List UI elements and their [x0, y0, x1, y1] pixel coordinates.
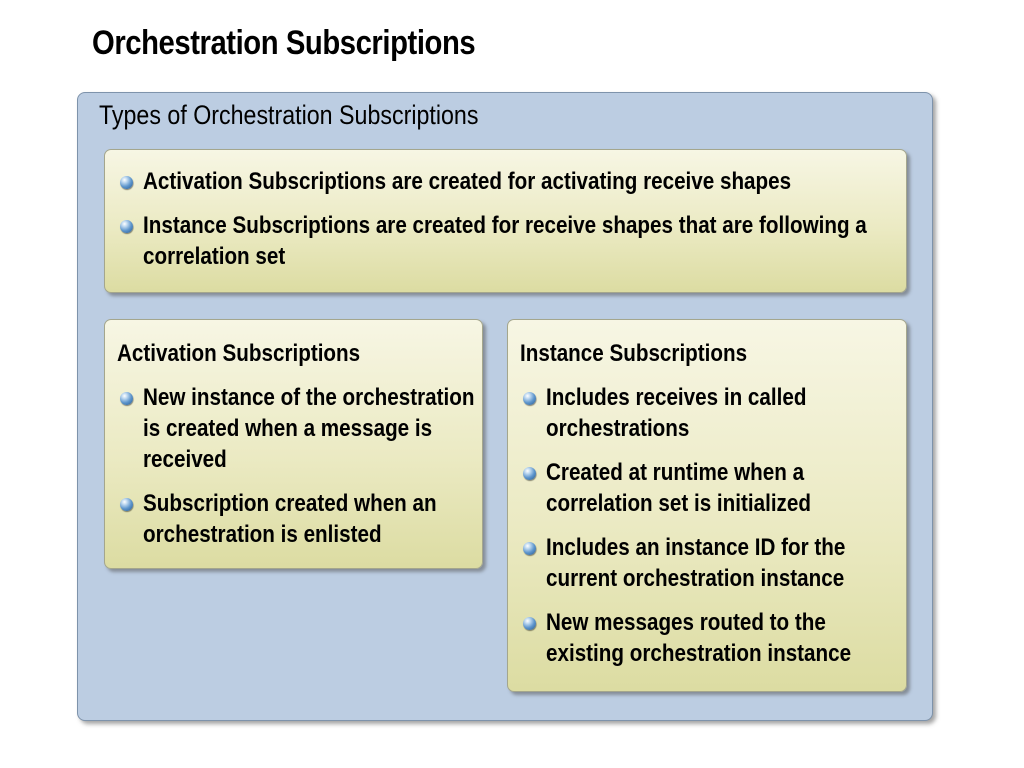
overview-bullet-instance: [117, 210, 906, 272]
bullet-text: Includes receives in called orchestrations: [546, 384, 807, 442]
list-item: [520, 457, 906, 519]
activation-card-title: Activation Subscriptions: [117, 340, 361, 367]
bullet-sphere-icon: [120, 392, 133, 405]
slide-title: Orchestration Subscriptions: [92, 24, 476, 62]
instance-card-title: Instance Subscriptions: [520, 340, 748, 367]
list-item: [520, 607, 906, 669]
instance-bullet-list: [520, 382, 906, 682]
bullet-text: New messages routed to the existing orchestration instance: [546, 609, 852, 667]
overview-bullet-list: [117, 166, 906, 285]
bullet-sphere-icon: [523, 392, 536, 405]
instance-subscriptions-card: [507, 319, 907, 692]
bullet-text: Activation Subscriptions are created for activating receive shapes: [143, 168, 792, 195]
bullet-sphere-icon: [120, 176, 133, 189]
list-item: [520, 382, 906, 444]
bullet-text: New instance of the orchestration is created when a message is received: [143, 384, 475, 473]
bullet-sphere-icon: [120, 498, 133, 511]
bullet-text: Created at runtime when a correlation set is initialized: [546, 459, 811, 517]
activation-bullet-list: [117, 382, 482, 563]
list-item: [117, 382, 482, 475]
bullet-sphere-icon: [120, 220, 133, 233]
bullet-sphere-icon: [523, 467, 536, 480]
overview-card: [104, 149, 907, 293]
list-item: [520, 532, 906, 594]
activation-subscriptions-card: [104, 319, 483, 569]
overview-bullet-activation: [117, 166, 906, 197]
bullet-text: Includes an instance ID for the current orchestration instance: [546, 534, 846, 592]
bullet-text: Instance Subscriptions are created for receive shapes that are following a correlation set: [143, 212, 867, 270]
panel-heading: Types of Orchestration Subscriptions: [99, 100, 479, 130]
bullet-text: Subscription created when an orchestration is enlisted: [143, 490, 437, 548]
bullet-sphere-icon: [523, 542, 536, 555]
list-item: [117, 488, 482, 550]
bullet-sphere-icon: [523, 617, 536, 630]
